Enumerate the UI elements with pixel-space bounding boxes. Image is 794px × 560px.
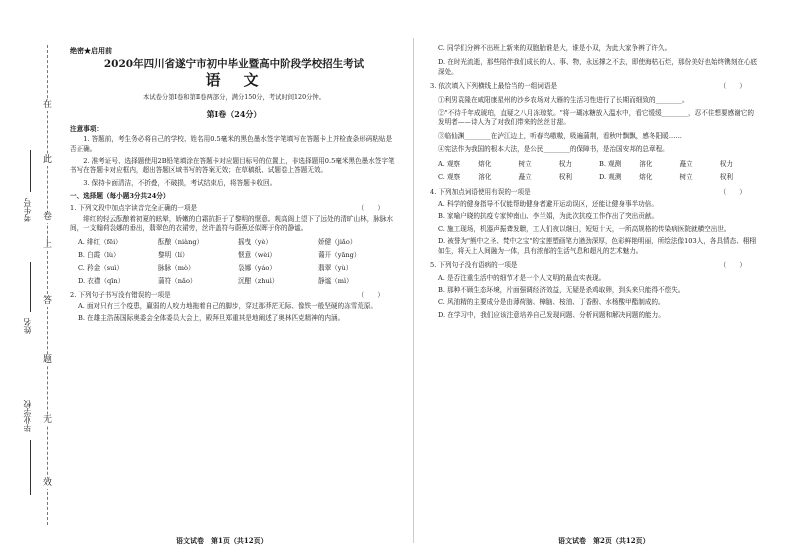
question-1-stem: 1. 下列文段中加点字读音完全正确的一项是 （ ） [70, 203, 384, 212]
answer-paren[interactable]: （ ） [719, 187, 746, 196]
answer-paren[interactable]: （ ） [357, 290, 384, 299]
question-4-option[interactable]: B. 家喻户晓的抗疫专家钟南山、李兰娟，为此次抗疫工作作出了突出贡献。 [438, 212, 659, 221]
question-5-option[interactable]: D. 在学习中，我们应该注意培养自己发现问题、分析问题和解决问题的能力。 [438, 310, 665, 319]
notice-item: 1. 答题前，考生务必将自己的学校、姓名用0.5毫米的黑色墨水签字笔填写在答题卡上并检查条形码粘贴是否正确。 [70, 135, 393, 153]
notice-item: 3. 保持卡面清洁，不折叠，不破损，考试结束后，将答题卡收回。 [83, 178, 277, 187]
question-3-stem: 3. 依次填入下列横线上最恰当的一组词语是 （ ） [430, 82, 746, 91]
option: 惬意（wèi） [238, 250, 277, 259]
page-divider [413, 38, 414, 543]
binding-char: 题 [42, 355, 52, 365]
subject-title: 语 文 [205, 71, 263, 90]
answer-paren[interactable]: （ ） [719, 261, 746, 270]
question-1-passage: 绯红的轻云酝酿着初夏的眩晕，娇嫩的白霜抗拒于了黎明的惬意。观高阁上望下了远处的清旷山林，脉脉水间，一支翰荷袅娜的垂出，翡翠色的衣裙旁，丝许盖符与蔚蕉还似晖于你的静谧。 [70, 215, 394, 233]
field-line-name[interactable] [30, 262, 31, 312]
question-2-option[interactable]: D. 在时光流逝，那些陪伴我们成长的人、事、物，永远撑之不去，即使海枯石烂，那份美好也始终镌刻在心底深处。 [438, 58, 758, 76]
binding-char: 在 [42, 100, 52, 110]
option: 酝酿（niàng） [158, 237, 204, 246]
option: 翡翠（yù） [318, 263, 353, 272]
question-2-option[interactable]: A. 面对只有三个疫患，赢弱的人咬力地拖着自己的脚步，穿过那莽茫无际、像铁一般坚硬的冻雪荒原。 [78, 302, 378, 311]
exam-info: 本试卷分第Ⅰ卷和第Ⅱ卷两部分，满分150分，考试时间120分钟。 [143, 94, 325, 102]
option[interactable]: B. 观测 [599, 159, 622, 168]
left-page [70, 40, 398, 323]
question-1-options [70, 236, 398, 288]
answer-paren[interactable]: （ ） [719, 82, 746, 91]
field-label-exam-number: 考生号 [23, 198, 32, 222]
answer-paren[interactable]: （ ） [357, 203, 384, 212]
right-page-footer: 语文试卷 第2页（共12页） [558, 536, 650, 545]
section-title: 一、选择题（每小题3分共24分） [70, 192, 170, 201]
question-5-option[interactable]: B. 那种不顾生态环境，片面强调经济效益，无疑是杀鸡取卵，到头来只能得不偿失。 [438, 285, 685, 294]
question-5-option[interactable]: A. 是否注重生活中的细节才是一个人文明的最直实表现。 [438, 273, 606, 282]
question-3-item: ④宪法作为我国的根本大法，是公民________的保障书，是治国安邦的总章程。 [438, 145, 669, 154]
option[interactable]: C. 矜金（suì） [78, 263, 124, 272]
question-4-option[interactable]: A. 科学的健身指导不仅能帮助健身者避开运动误区，还能让健身事半功倍。 [438, 200, 658, 209]
option: 脉脉（mò） [158, 263, 195, 272]
option[interactable]: D. 观测 [599, 172, 622, 181]
question-5-stem: 5. 下列句子没有语病的一项是 （ ） [430, 261, 746, 270]
part-title: 第Ⅰ卷（24分） [206, 108, 262, 119]
exam-title: 2020年四川省遂宁市初中毕业暨高中阶段学校招生考试 [103, 58, 365, 71]
option: 摇曳（yè） [238, 237, 273, 246]
binding-margin [0, 0, 60, 560]
field-label-name: 姓名 [23, 318, 32, 334]
question-3-item: ①利男袁隆在咸阳康星州的沙乡农场对大雁的生活习性进行了长期而细致的________。 [438, 95, 689, 104]
question-5-option[interactable]: C. 风油精的主要成分是由薄荷脑、樟脑、桉油、丁香酚、水杨酸甲酯制成的。 [438, 298, 665, 307]
option: 沉酣（zhuì） [238, 276, 279, 285]
binding-dashed-line [47, 45, 48, 525]
binding-char: 无 [42, 415, 52, 425]
binding-char: 卷 [42, 212, 52, 222]
option[interactable]: B. 白霞（lù） [78, 250, 120, 259]
option[interactable]: A. 观察 [438, 159, 461, 168]
field-label-school: 毕业学校 [23, 400, 32, 432]
notice-item: 2. 准考证号、选择题使用2B铅笔填涂在答题卡对应题目标号的位置上，非选择题用0.5毫米黑色墨水签字笔书写在答题卡对应框内，超出答题区域书写的答案无效；在草稿纸、试题卷上答题无效。 [70, 157, 395, 175]
question-4-option[interactable]: D. 被誉为"熊中之圣、梵中之宝"的宝莲塑画笔力遒劲深厚，色彩鲜艳明丽，所绘法像103人，各具情态、栩栩如生，将天上人间融为一体，具有浓郁的生活气息和超凡的艺术魅力。 [438, 237, 757, 255]
question-2-option[interactable]: B. 在雄主浩荡国际奥委会全体委员大会上，殿拜旦郑重其是地阐述了奥林匹克精神的内涵。 [78, 313, 345, 322]
field-line-exam-number[interactable] [30, 150, 31, 192]
option[interactable]: A. 绯红（fēi） [78, 237, 122, 246]
binding-char: 效 [42, 478, 52, 488]
question-3-options: A. 观察 熔化 树立 权力 B. 观测 溶化 矗立 权力 C. 观察 溶化 矗立 权利 D. 观测 熔化 树立 权利 [430, 158, 760, 184]
option: 娇健（jiǎo） [318, 237, 357, 246]
question-3-item: ③临仙渊________在泸江边上，听春鸟嗷嗷，吸遍蒲荆，看秋叶飘飘，感冬阳暖…… [438, 131, 682, 140]
left-page-footer: 语文试卷 第1页（共12页） [176, 536, 268, 545]
option[interactable]: D. 衣襟（qīn） [78, 276, 125, 285]
option: 蒲符（nǎo） [158, 276, 197, 285]
question-4-option[interactable]: C. 施工现场，机器声振聋发聩，工人们夜以继日，短短十天，一所高规格的传染病医院就横空出世。 [438, 224, 731, 233]
right-page [430, 40, 760, 320]
binding-char: 此 [42, 155, 52, 165]
secret-mark: 绝密★启用前 [70, 46, 112, 55]
question-2-stem: 2. 下列句子书写没有错误的一项是 （ ） [70, 290, 384, 299]
option[interactable]: C. 观察 [438, 172, 461, 181]
notice-title: 注意事项： [70, 124, 103, 133]
option: 静谧（mì） [318, 276, 353, 285]
question-2-option[interactable]: C. 同学们分辨不出班上新来的双胞胎谁是大，谁是小双，为此大家争辨了许久。 [438, 44, 672, 52]
option: 袅娜（yáo） [238, 263, 277, 272]
question-3-item: ②"不待千年成琥珀，直疑之八月冻琼浆。"将一瑚冰糖放入温水中，看它缓缓________，忍不住想要感谢它的发明者——诗人为了对我们带来的丝丝甘甜。 [438, 109, 754, 127]
binding-char: 答 [42, 296, 52, 306]
question-4-stem: 4. 下列加点词语使用有误的一项是 （ ） [430, 187, 746, 196]
field-line-school[interactable] [30, 440, 31, 495]
option: 黎明（lí） [158, 250, 189, 259]
option: 蔼开（yāng） [318, 250, 361, 259]
binding-char: 上 [42, 240, 52, 250]
